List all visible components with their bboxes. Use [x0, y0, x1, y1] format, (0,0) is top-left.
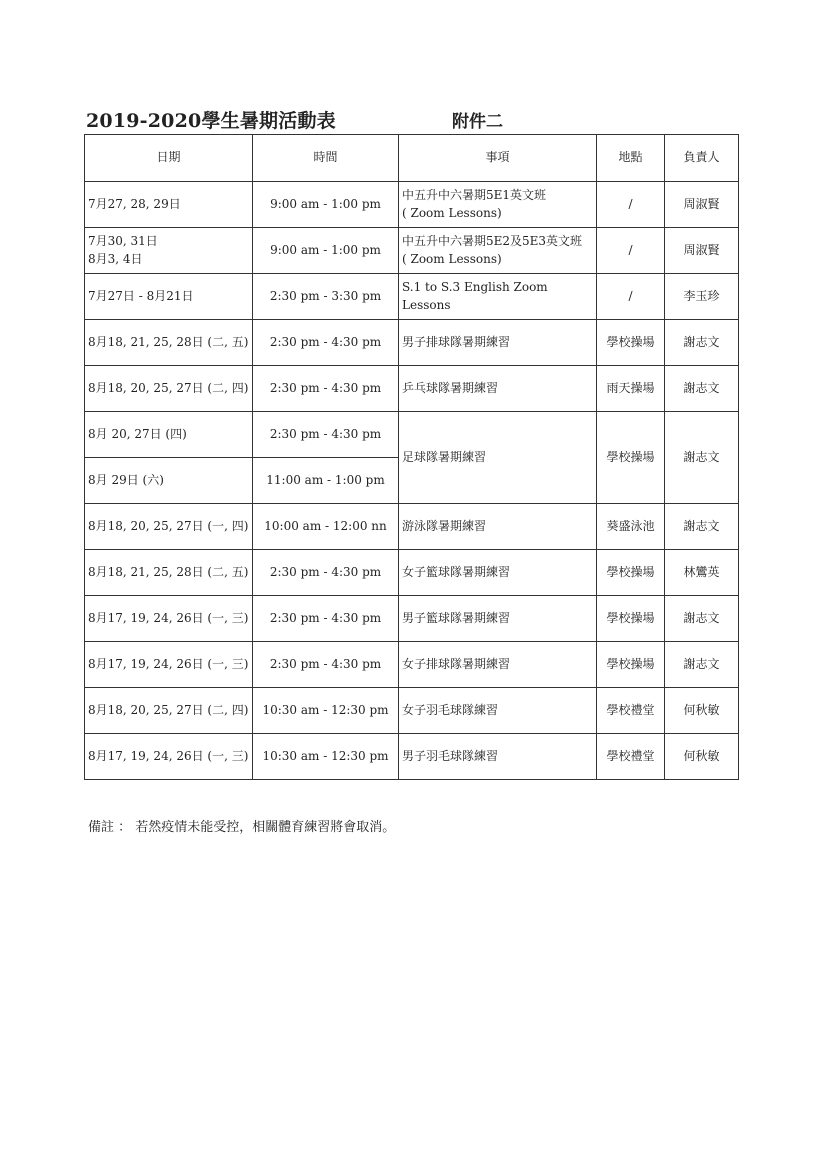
event-text: 男子羽毛球隊練習: [402, 748, 499, 763]
date-cell: [85, 734, 253, 780]
event-text: 男子籃球隊暑期練習: [402, 610, 511, 625]
date-text: 8月18, 20, 25, 27日 (二, 四): [88, 702, 249, 717]
venue-cell: /: [597, 274, 665, 320]
venue-cell: 學校操場: [597, 642, 665, 688]
date-cell: [85, 274, 253, 320]
event-text: 中五升中六暑期5E2及5E3英文班: [402, 234, 583, 249]
event-text: 中五升中六暑期5E1英文班: [402, 188, 547, 203]
event-cell: [399, 504, 597, 550]
event-text: 足球隊暑期練習: [402, 449, 487, 464]
event-cell: [399, 366, 597, 412]
date-text: 8月18, 21, 25, 28日 (二, 五): [88, 564, 249, 579]
event-cell: [399, 412, 597, 504]
time-cell: 9:00 am - 1:00 pm: [253, 182, 399, 228]
table-header-row: [85, 135, 739, 182]
date-cell: 8月 20, 27日 (四): [85, 412, 253, 458]
attachment-label: 附件二: [452, 112, 503, 132]
time-cell: 2:30 pm - 4:30 pm: [253, 642, 399, 688]
date-cell: [85, 688, 253, 734]
date-text: 8月17, 19, 24, 26日 (一, 三): [88, 656, 249, 671]
event-cell: [399, 320, 597, 366]
event-note: ( Zoom Lessons): [402, 205, 502, 220]
date-cell: [85, 642, 253, 688]
venue-cell: 學校操場: [597, 320, 665, 366]
venue-cell: 學校操場: [597, 596, 665, 642]
event-cell: [399, 688, 597, 734]
table-row: [85, 734, 739, 780]
time-cell: 2:30 pm - 4:30 pm: [253, 596, 399, 642]
remark-text: 若然疫情未能受控，相關體育練習將會取消。: [135, 820, 396, 835]
person-cell: 李玉珍: [665, 274, 739, 320]
date-text: 8月18, 20, 25, 27日 (一, 四): [88, 518, 249, 533]
venue-cell: 學校禮堂: [597, 688, 665, 734]
event-note: ( Zoom Lessons): [402, 251, 502, 266]
date-cell: [85, 596, 253, 642]
time-cell: 2:30 pm - 4:30 pm: [253, 320, 399, 366]
column-header-venue: 地點: [597, 135, 665, 182]
date-text: 8月17, 19, 24, 26日 (一, 三): [88, 748, 249, 763]
page-title: 2019-2020學生暑期活動表: [86, 110, 336, 132]
venue-cell: 學校操場: [597, 550, 665, 596]
date-text: 7月27, 28, 29日: [88, 196, 181, 211]
event-text: S.1 to S.3 English Zoom Lessons: [402, 280, 548, 312]
person-cell: 何秋敏: [665, 688, 739, 734]
table-row: [85, 642, 739, 688]
person-cell: 謝志文: [665, 412, 739, 504]
table-row: [85, 550, 739, 596]
date-text: 8月3, 4日: [88, 251, 143, 266]
event-text: 游泳隊暑期練習: [402, 518, 487, 533]
date-text: 8月17, 19, 24, 26日 (一, 三): [88, 610, 249, 625]
column-header-event: 事項: [399, 135, 597, 182]
person-cell: 何秋敏: [665, 734, 739, 780]
date-cell: [85, 228, 253, 274]
date-cell: [85, 320, 253, 366]
table-row: [85, 412, 739, 458]
person-cell: 周淑賢: [665, 228, 739, 274]
person-cell: 謝志文: [665, 504, 739, 550]
date-text: 8月18, 20, 25, 27日 (二, 四): [88, 380, 249, 395]
date-cell: [85, 504, 253, 550]
time-cell: 9:00 am - 1:00 pm: [253, 228, 399, 274]
time-cell: 2:30 pm - 4:30 pm: [253, 550, 399, 596]
event-text: 女子籃球隊暑期練習: [402, 564, 511, 579]
venue-cell: /: [597, 182, 665, 228]
time-cell: 10:30 am - 12:30 pm: [253, 734, 399, 780]
time-cell: 2:30 pm - 3:30 pm: [253, 274, 399, 320]
person-cell: 林鸞英: [665, 550, 739, 596]
table-row: [85, 228, 739, 274]
event-cell: [399, 228, 597, 274]
table-row: [85, 504, 739, 550]
event-text: 乒乓球隊暑期練習: [402, 380, 499, 395]
person-cell: 謝志文: [665, 366, 739, 412]
table-row: [85, 320, 739, 366]
date-text: 7月30, 31日: [88, 234, 158, 249]
time-cell: 10:00 am - 12:00 nn: [253, 504, 399, 550]
event-text: 女子羽毛球隊練習: [402, 702, 499, 717]
time-cell: 10:30 am - 12:30 pm: [253, 688, 399, 734]
column-header-date: 日期: [85, 135, 253, 182]
date-cell: [85, 550, 253, 596]
date-text: 7月27日 - 8月21日: [88, 288, 194, 303]
remark-note: [88, 816, 395, 835]
event-cell: [399, 596, 597, 642]
remark-label: 備註 ：: [88, 820, 132, 835]
event-cell: [399, 182, 597, 228]
event-cell: [399, 550, 597, 596]
venue-cell: 學校操場: [597, 412, 665, 504]
event-text: 男子排球隊暑期練習: [402, 334, 511, 349]
event-cell: [399, 734, 597, 780]
date-cell: [85, 366, 253, 412]
person-cell: 謝志文: [665, 596, 739, 642]
event-text: 女子排球隊暑期練習: [402, 656, 511, 671]
date-text: 8月18, 21, 25, 28日 (二, 五): [88, 334, 249, 349]
venue-cell: /: [597, 228, 665, 274]
venue-cell: 雨天操場: [597, 366, 665, 412]
table-row: [85, 182, 739, 228]
venue-cell: 學校禮堂: [597, 734, 665, 780]
time-cell: 2:30 pm - 4:30 pm: [253, 412, 399, 458]
activity-schedule-table: [84, 134, 739, 780]
person-cell: 謝志文: [665, 320, 739, 366]
table-row: [85, 274, 739, 320]
table-row: [85, 366, 739, 412]
time-cell: 11:00 am - 1:00 pm: [253, 458, 399, 504]
table-row: [85, 688, 739, 734]
event-cell: [399, 642, 597, 688]
person-cell: 謝志文: [665, 642, 739, 688]
time-cell: 2:30 pm - 4:30 pm: [253, 366, 399, 412]
table-row: [85, 596, 739, 642]
column-header-time: 時間: [253, 135, 399, 182]
event-cell: [399, 274, 597, 320]
date-cell: [85, 182, 253, 228]
date-cell: 8月 29日 (六): [85, 458, 253, 504]
column-header-person: 負責人: [665, 135, 739, 182]
person-cell: 周淑賢: [665, 182, 739, 228]
venue-cell: 葵盛泳池: [597, 504, 665, 550]
